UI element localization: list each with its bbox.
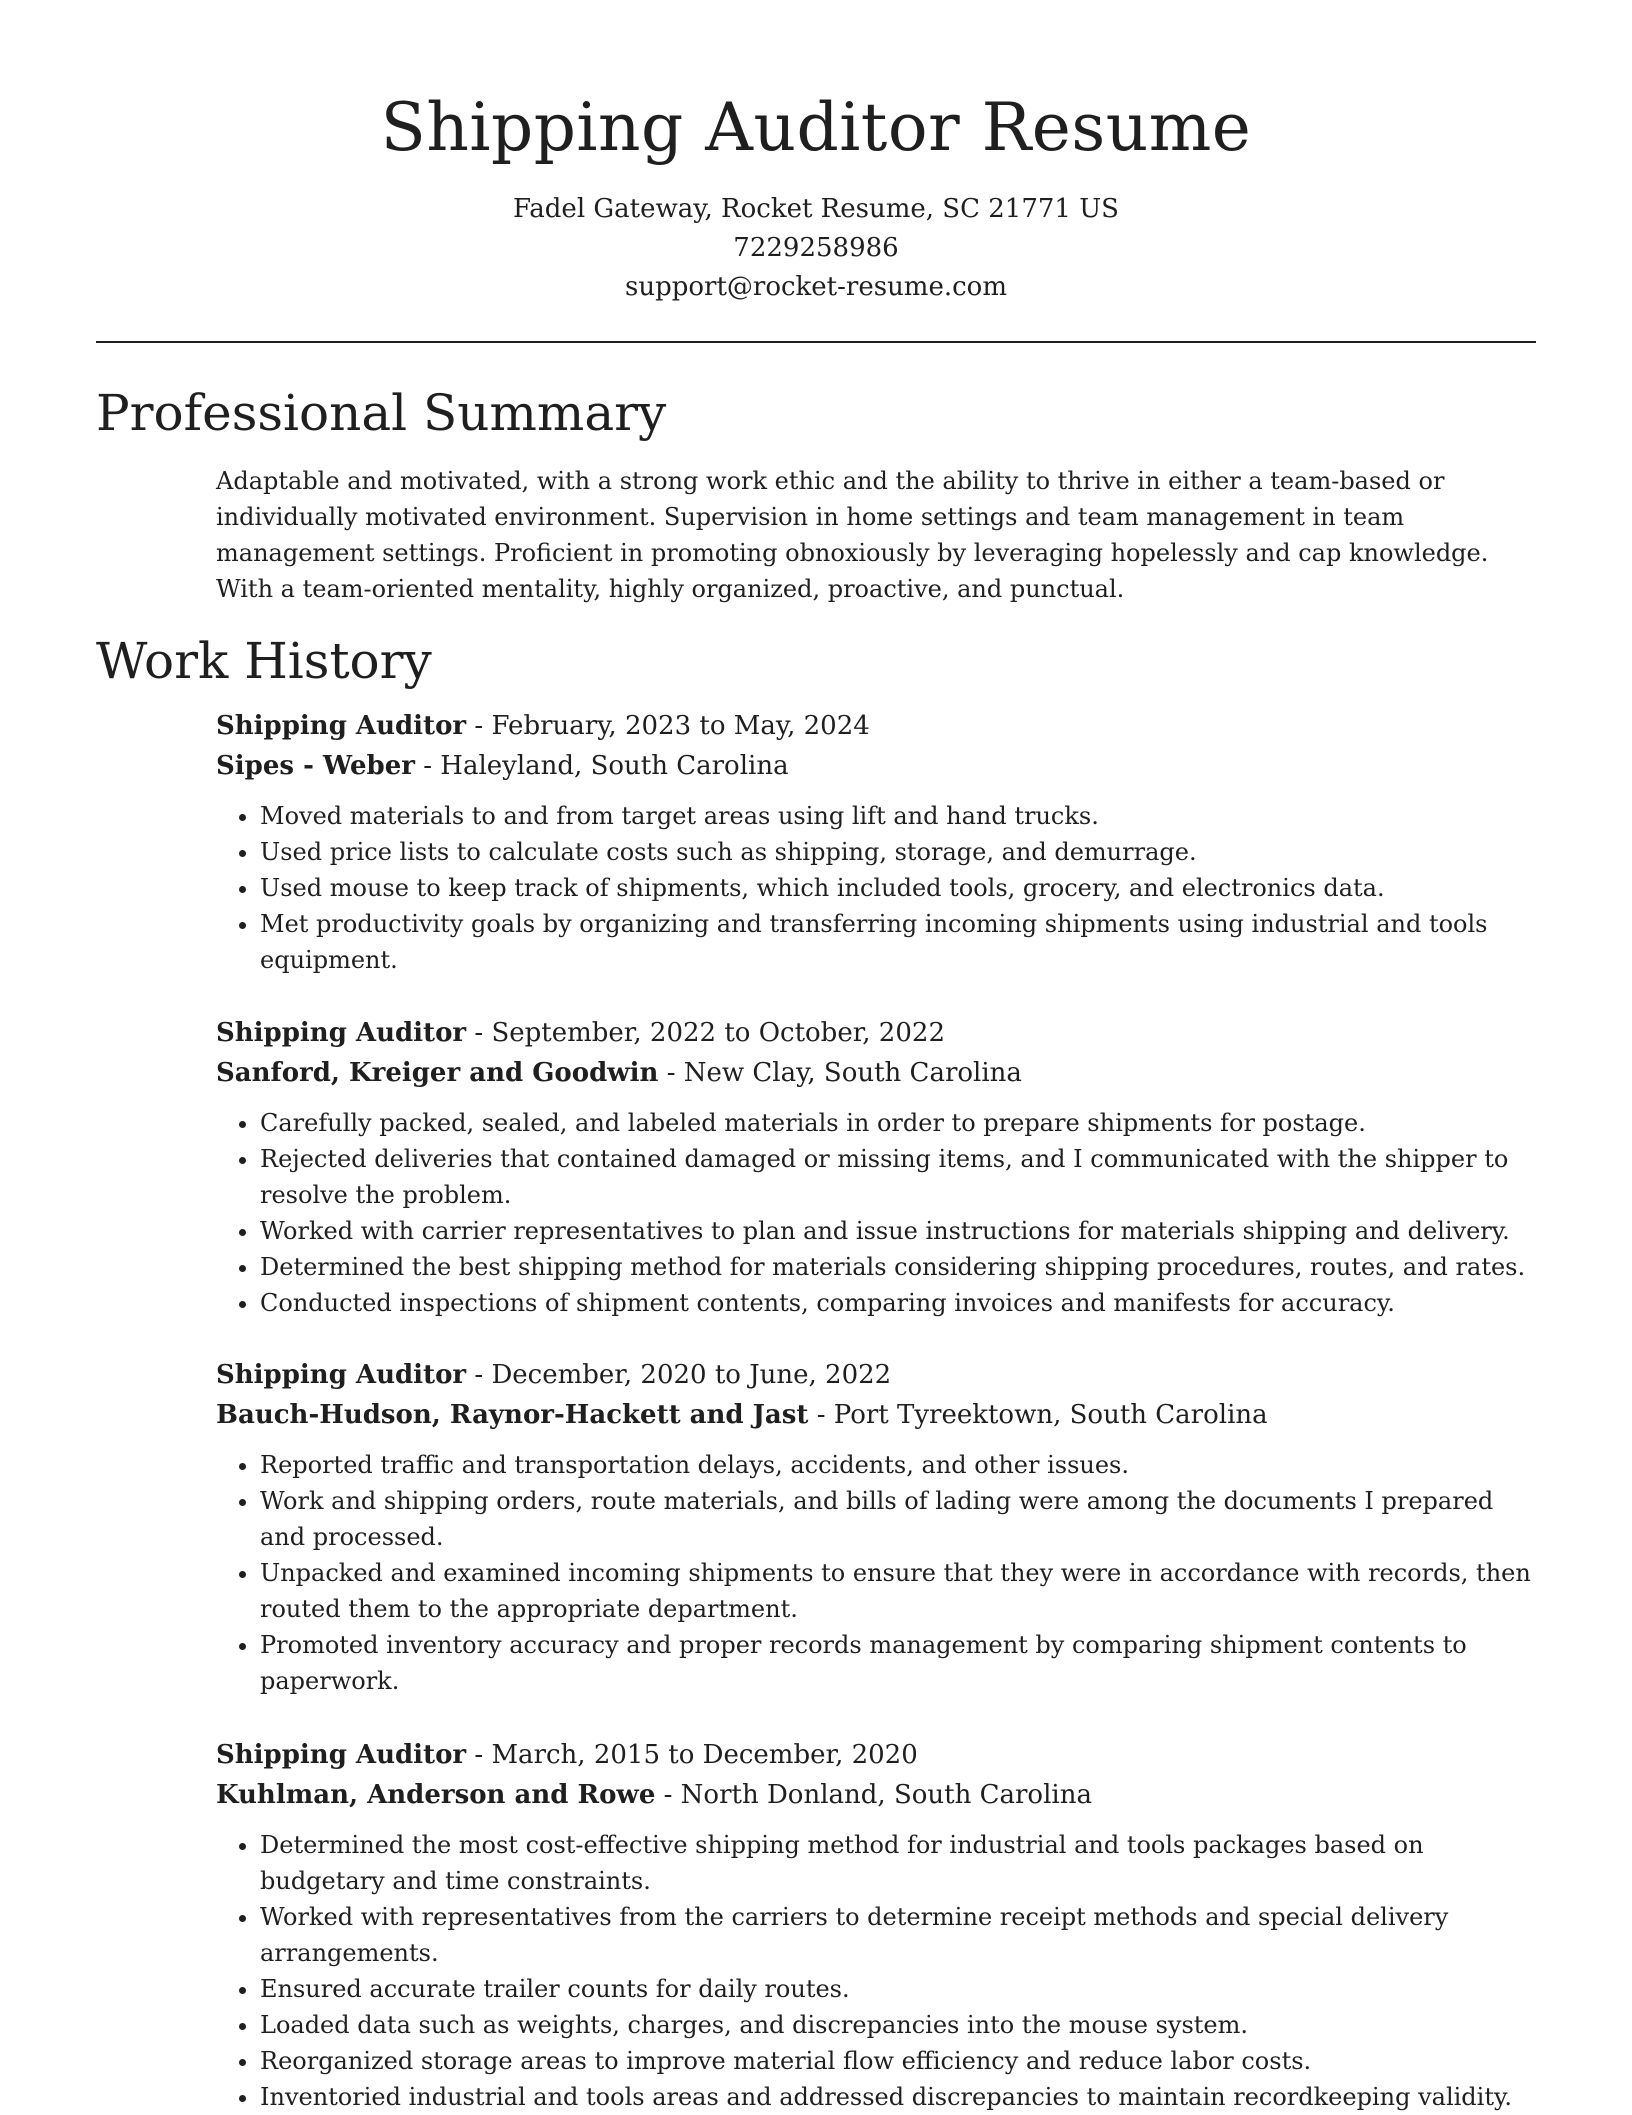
job-bullets	[216, 1447, 1536, 1699]
job-role: Shipping Auditor	[216, 1018, 467, 1048]
job-bullets	[216, 798, 1536, 978]
job-dates: - December, 2020 to June, 2022	[466, 1360, 892, 1390]
resume-title: Shipping Auditor Resume	[380, 89, 1252, 166]
list-item: • Rejected deliveries that contained damaged or missing items, and I communicated with the shipper to resolve the problem.	[260, 1141, 1536, 1213]
job-company: Sanford, Kreiger and Goodwin	[216, 1058, 659, 1088]
list-item: • Determined the best shipping method for materials considering shipping procedures, routes, and rates.	[260, 1249, 1536, 1285]
job-dates: - February, 2023 to May, 2024	[466, 711, 870, 741]
email: support@rocket-resume.com	[624, 272, 1007, 302]
list-item: • Loaded data such as weights, charges, and discrepancies into the mouse system.	[260, 2007, 1536, 2043]
job-company-line	[216, 1053, 1536, 1093]
list-item: • Used price lists to calculate costs such as shipping, storage, and demurrage.	[260, 834, 1536, 870]
job-company-line	[216, 1395, 1536, 1435]
list-item: • Reorganized storage areas to improve material flow efficiency and reduce labor costs.	[260, 2043, 1536, 2079]
list-item: • Met productivity goals by organizing and transferring incoming shipments using industrial and tools equipment.	[260, 906, 1536, 978]
list-item: • Moved materials to and from target areas using lift and hand trucks.	[260, 798, 1536, 834]
job-title-line	[216, 1735, 1536, 1775]
job-title-line	[216, 1013, 1536, 1053]
resume-header	[96, 80, 1536, 307]
address: Fadel Gateway, Rocket Resume, SC 21771 US	[513, 194, 1119, 224]
job-role: Shipping Auditor	[216, 711, 467, 741]
job-company-line	[216, 1775, 1536, 1815]
list-item: • Unpacked and examined incoming shipments to ensure that they were in accordance with records, then routed them to the appropriate department.	[260, 1555, 1536, 1627]
list-item: • Used mouse to keep track of shipments, which included tools, grocery, and electronics data.	[260, 870, 1536, 906]
list-item: • Worked with representatives from the carriers to determine receipt methods and special delivery arrangements.	[260, 1899, 1536, 1971]
summary-heading: Professional Summary	[96, 384, 667, 442]
job-company-line	[216, 746, 1536, 786]
work-history-heading: Work History	[96, 632, 432, 690]
list-item: • Promoted inventory accuracy and proper records management by comparing shipment contents to paperwork.	[260, 1627, 1536, 1699]
job-dates: - September, 2022 to October, 2022	[466, 1018, 945, 1048]
phone: 7229258986	[733, 233, 899, 263]
header-divider	[96, 341, 1536, 343]
job-role: Shipping Auditor	[216, 1740, 467, 1770]
job-entry	[216, 1355, 1536, 1699]
job-location: - Port Tyreektown, South Carolina	[808, 1400, 1268, 1430]
list-item: • Work and shipping orders, route materials, and bills of lading were among the documents I prepared and processed.	[260, 1483, 1536, 1555]
job-role: Shipping Auditor	[216, 1360, 467, 1390]
job-location: - Haleyland, South Carolina	[414, 751, 789, 781]
list-item: • Reported traffic and transportation delays, accidents, and other issues.	[260, 1447, 1536, 1483]
job-location: - New Clay, South Carolina	[658, 1058, 1022, 1088]
summary-text: Adaptable and motivated, with a strong work ethic and the ability to thrive in either a team-based or individually motivated environment. Supervision in home settings and team management in team management settings. Proficient in promoting obnoxiously by leveraging hopelessly and cap knowledge. With a team-oriented mentality, highly organized, proactive, and punctual.	[216, 467, 1489, 603]
job-company: Sipes - Weber	[216, 751, 415, 781]
job-title-line	[216, 1355, 1536, 1395]
list-item: • Inventoried industrial and tools areas and addressed discrepancies to maintain recordkeeping validity.	[260, 2079, 1536, 2115]
job-entry	[216, 1735, 1536, 2115]
list-item: • Ensured accurate trailer counts for daily routes.	[260, 1971, 1536, 2007]
job-dates: - March, 2015 to December, 2020	[466, 1740, 918, 1770]
list-item: • Carefully packed, sealed, and labeled materials in order to prepare shipments for postage.	[260, 1105, 1536, 1141]
job-bullets	[216, 1105, 1536, 1321]
job-entry	[216, 1013, 1536, 1321]
job-location: - North Donland, South Carolina	[655, 1780, 1092, 1810]
job-title-line	[216, 706, 1536, 746]
job-company: Bauch-Hudson, Raynor-Hackett and Jast	[216, 1400, 809, 1430]
job-company: Kuhlman, Anderson and Rowe	[216, 1780, 656, 1810]
list-item: • Worked with carrier representatives to plan and issue instructions for materials shipping and delivery.	[260, 1213, 1536, 1249]
job-bullets	[216, 1827, 1536, 2115]
job-entry	[216, 706, 1536, 978]
list-item: • Conducted inspections of shipment contents, comparing invoices and manifests for accuracy.	[260, 1285, 1536, 1321]
list-item: • Determined the most cost-effective shipping method for industrial and tools packages based on budgetary and time constraints.	[260, 1827, 1536, 1899]
